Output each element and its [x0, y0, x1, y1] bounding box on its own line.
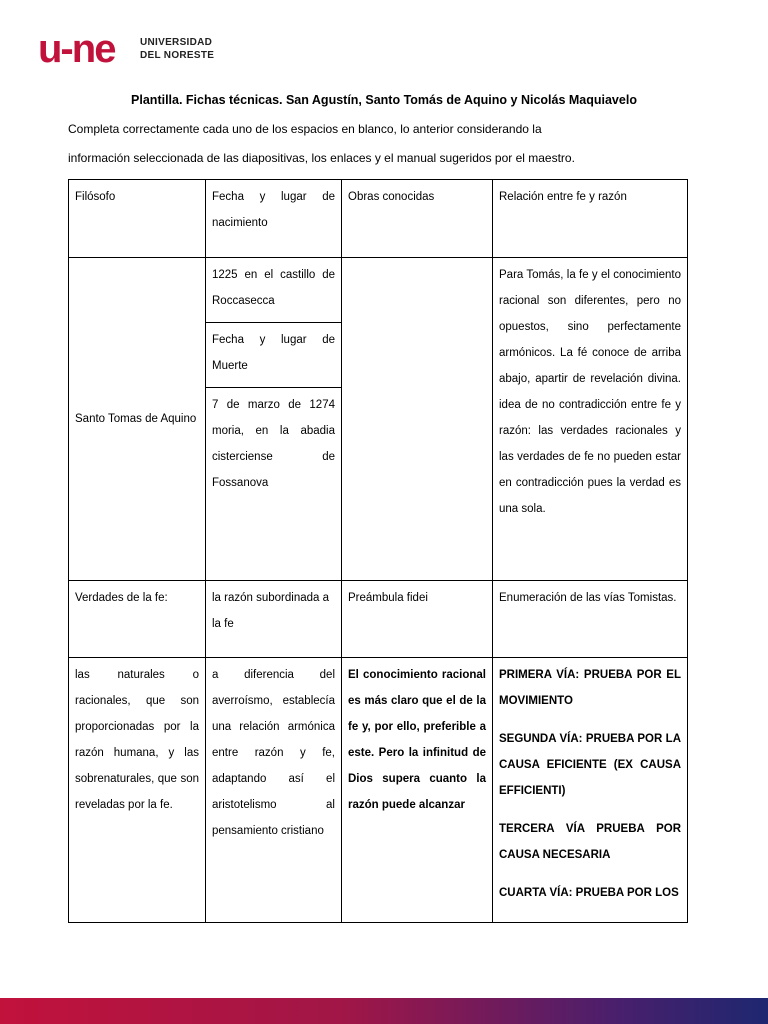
technical-sheet-table: [68, 179, 688, 923]
intro-line-1: Completa correctamente cada uno de los espacios en blanco, lo anterior considerando la: [68, 122, 542, 136]
header-cell: Relación entre fe y razón: [493, 180, 688, 258]
cell: El conocimiento racional es más claro que el de la fe y, por ello, preferible a este. Pero la infinitud de Dios supera cuanto la razón puede alcanzar: [342, 658, 493, 923]
dates-cell: [206, 258, 342, 581]
logo-text: [140, 36, 214, 62]
via-item: TERCERA VÍA PRUEBA POR CAUSA NECESARIA: [499, 823, 681, 861]
une-logo-icon: [38, 28, 130, 70]
intro-line-2: información seleccionada de las diapositivas, los enlaces y el manual sugeridos por el maestro.: [68, 151, 575, 165]
birth-info: 1225 en el castillo de Roccasecca: [206, 258, 341, 323]
death-label: Fecha y lugar de Muerte: [206, 323, 341, 388]
cell: Enumeración de las vías Tomistas.: [493, 581, 688, 658]
works-cell: [342, 258, 493, 581]
cell: Verdades de la fe:: [69, 581, 206, 658]
header-cell: Obras conocidas: [342, 180, 493, 258]
cell: Preámbula fidei: [342, 581, 493, 658]
university-logo: [38, 28, 214, 70]
via-item: CUARTA VÍA: PRUEBA POR LOS: [499, 887, 679, 899]
logo-line2: DEL NORESTE: [140, 50, 215, 61]
via-item: SEGUNDA VÍA: PRUEBA POR LA CAUSA EFICIENTE (EX CAUSA EFFICIENTI): [499, 733, 681, 797]
cell: las naturales o racionales, que son proporcionadas por la razón humana, y las sobrenaturales, que son reveladas por la fe.: [69, 658, 206, 923]
page-title: Plantilla. Fichas técnicas. San Agustín, Santo Tomás de Aquino y Nicolás Maquiavelo: [131, 93, 637, 107]
table-row: [69, 258, 688, 581]
death-info: 7 de marzo de 1274 moria, en la abadia cisterciense de Fossanova: [212, 399, 335, 489]
cell: la razón subordinada a la fe: [206, 581, 342, 658]
header-cell: Fecha y lugar de nacimiento: [206, 180, 342, 258]
philosopher-cell: Santo Tomas de Aquino: [69, 258, 206, 581]
vias-cell: [493, 658, 688, 923]
relation-cell: Para Tomás, la fe y el conocimiento racional son diferentes, pero no opuestos, sino perfectamente armónicos. La fé conoce de arriba abajo, apartir de revelación divina. idea de no contradicción entre fe y razón: las verdades racionales y las verdades de fe no pueden estar en contradicción pues la verdad es una sola.: [493, 258, 688, 581]
header-cell: Filósofo: [69, 180, 206, 258]
table-row: [69, 658, 688, 923]
cell: a diferencia del averroísmo, establecía una relación armónica entre razón y fe, adaptando así el aristotelismo al pensamiento cristiano: [206, 658, 342, 923]
footer-bar: [0, 998, 768, 1024]
table-row: [69, 581, 688, 658]
table-header-row: [69, 180, 688, 258]
logo-wordmark: u-ne: [38, 28, 115, 70]
via-item: PRIMERA VÍA: PRUEBA POR EL MOVIMIENTO: [499, 669, 681, 707]
logo-line1: UNIVERSIDAD: [140, 37, 213, 48]
